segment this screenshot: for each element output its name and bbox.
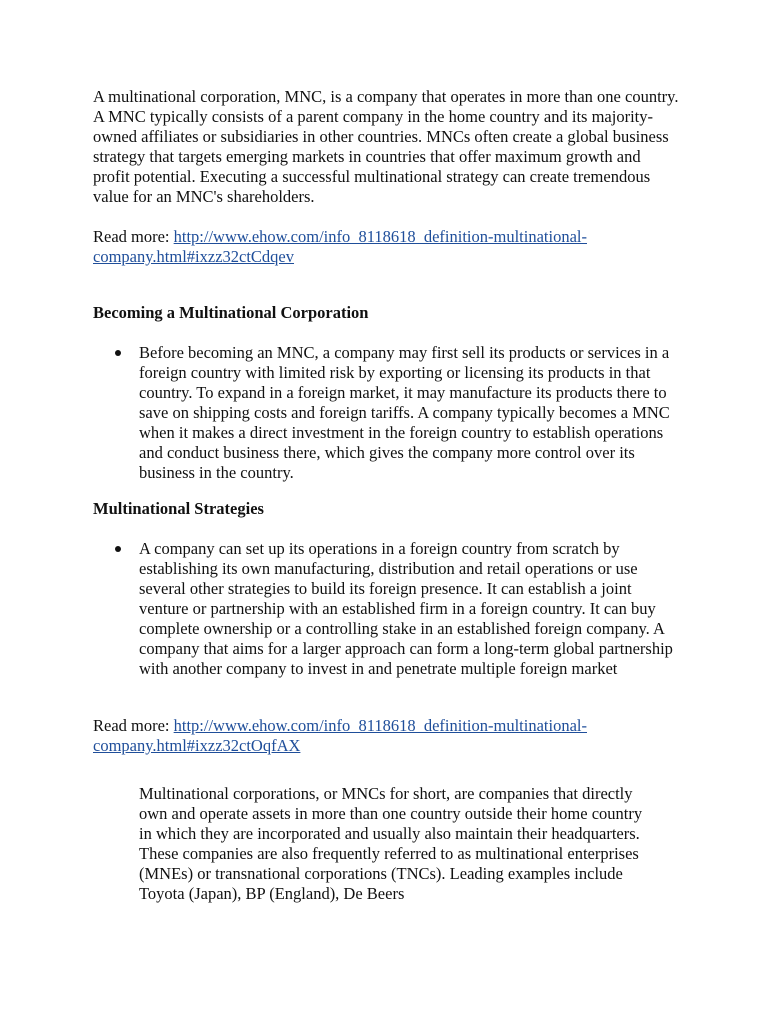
bullet-icon bbox=[115, 350, 121, 356]
document-page bbox=[93, 87, 683, 904]
bullet-icon bbox=[115, 546, 121, 552]
bullet-list-2 bbox=[93, 539, 683, 679]
read-more-link-2[interactable]: http://www.ehow.com/info_8118618_definition-multinational-company.html#ixzz32ctOqfAX bbox=[93, 716, 587, 755]
section-heading-becoming-mnc: Becoming a Multinational Corporation bbox=[93, 303, 369, 322]
read-more-2 bbox=[93, 716, 683, 756]
list-item bbox=[93, 343, 683, 483]
section-heading-strategies: Multinational Strategies bbox=[93, 499, 264, 518]
read-more-1 bbox=[93, 227, 683, 267]
intro-paragraph: A multinational corporation, MNC, is a company that operates in more than one country. A MNC typically consists of a parent company in the home country and its majority-owned affiliates or subsidiaries in other countries. MNCs often create a global business strategy that targets emerging markets in countries that offer maximum growth and profit potential. Executing a successful multinational strategy can create tremendous value for an MNC's shareholders. bbox=[93, 87, 679, 206]
read-more-link-1[interactable]: http://www.ehow.com/info_8118618_definition-multinational-company.html#ixzz32ctCdqev bbox=[93, 227, 587, 266]
bullet-list-1 bbox=[93, 343, 683, 483]
bullet-text-2: A company can set up its operations in a foreign country from scratch by establishing its own manufacturing, distribution and retail operations or use several other strategies to build its foreign presence. It can establish a joint venture or partnership with an established firm in a foreign country. It can buy complete ownership or a controlling stake in an established foreign company. A company that aims for a larger approach can form a long-term global partnership with another company to invest in and penetrate multiple foreign market bbox=[139, 539, 673, 678]
read-more-label: Read more: bbox=[93, 716, 174, 735]
bullet-text-1: Before becoming an MNC, a company may first sell its products or services in a foreign country with limited risk by exporting or licensing its products in that country. To expand in a foreign market, it may manufacture its products there to save on shipping costs and foreign tariffs. A company typically becomes a MNC when it makes a direct investment in the foreign country to establish operations and conduct business there, which gives the company more control over its business in the country. bbox=[139, 343, 670, 482]
list-item bbox=[93, 539, 683, 679]
read-more-label: Read more: bbox=[93, 227, 174, 246]
indented-paragraph: Multinational corporations, or MNCs for short, are companies that directly own and operate assets in more than one country outside their home country in which they are incorporated and usually also maintain their headquarters. These companies are also frequently referred to as multinational enterprises (MNEs) or transnational corporations (TNCs). Leading examples include Toyota (Japan), BP (England), De Beers bbox=[139, 784, 643, 903]
